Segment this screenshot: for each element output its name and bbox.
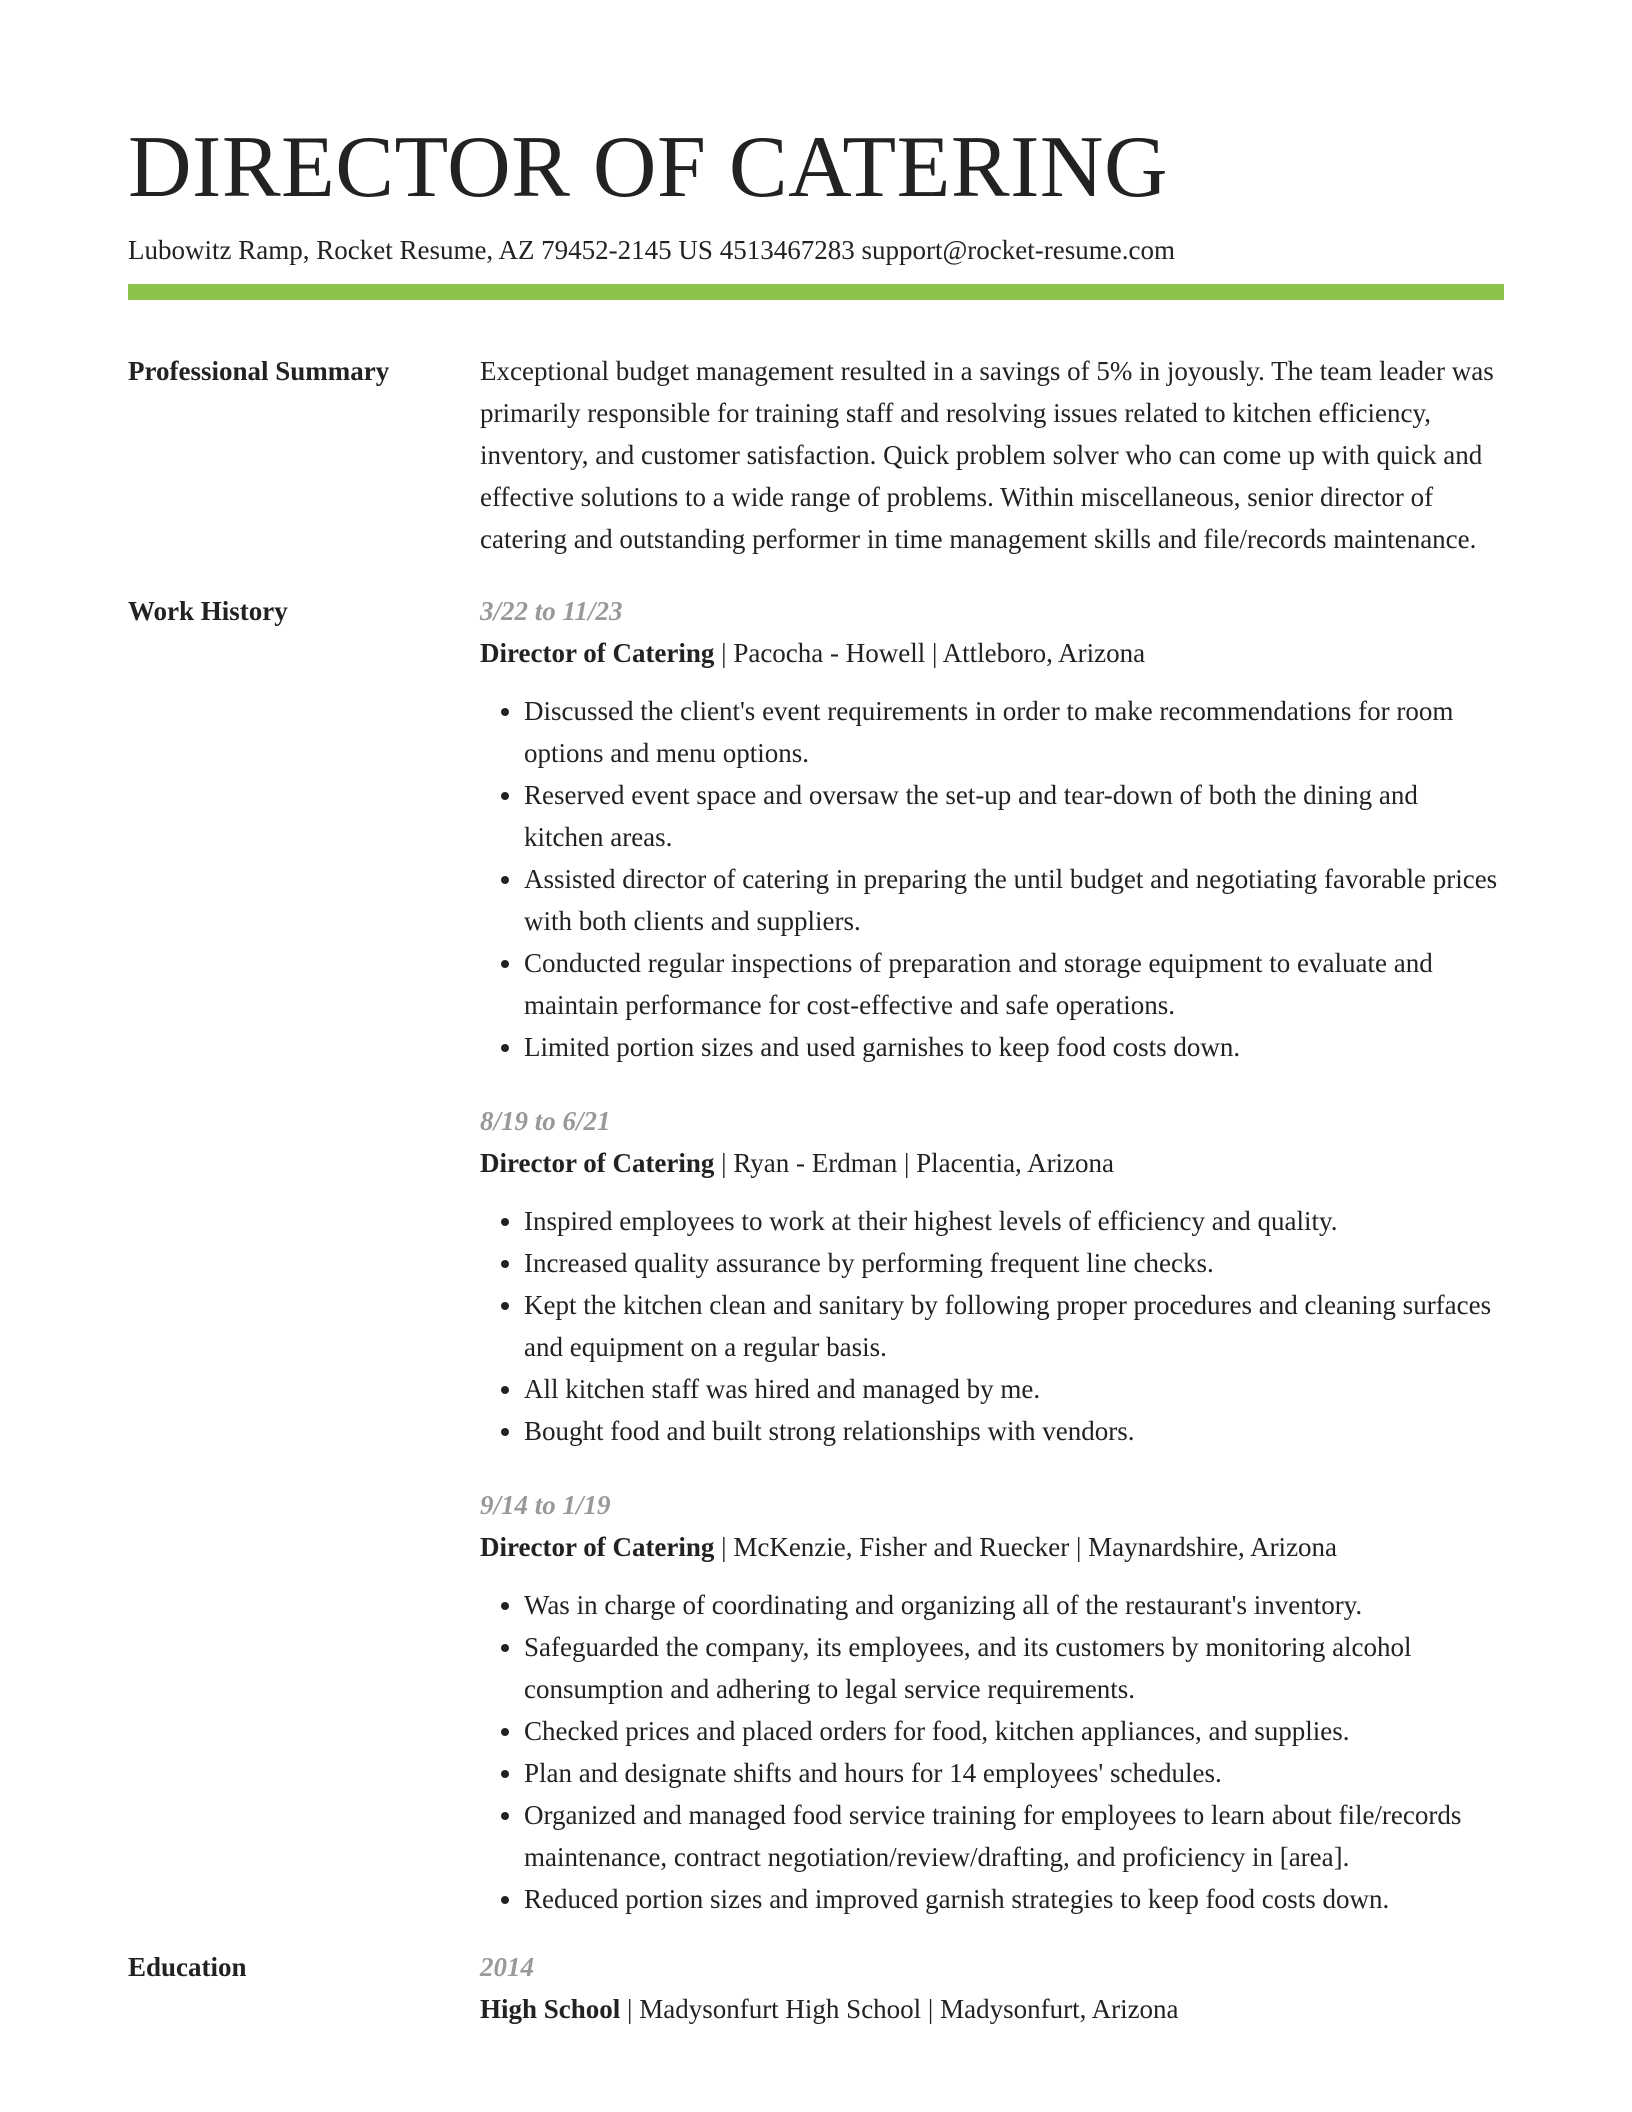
resume-page: [128, 118, 1504, 2030]
summary-text: Exceptional budget management resulted in a savings of 5% in joyously. The team leader was primarily responsible for training staff and resolving issues related to kitchen efficiency, inventory, and customer satisfaction. Quick problem solver who can come up with quick and effective solutions to a wide range of problems. Within miscellaneous, senior director of catering and outstanding performer in time management skills and file/records maintenance.: [480, 356, 1494, 554]
education-title: High School: [480, 1994, 621, 2024]
section-label-work-history: Work History: [128, 596, 288, 626]
job-details: | Ryan - Erdman | Placentia, Arizona: [714, 1148, 1115, 1178]
job-title: Director of Catering: [480, 1532, 715, 1562]
job-date: 3/22 to 11/23: [480, 596, 623, 626]
education-details: | Madysonfurt High School | Madysonfurt, Arizona: [620, 1994, 1179, 2024]
list-item: • Reserved event space and oversaw the set-up and tear-down of both the dining and kitchen areas.: [524, 774, 1504, 858]
education-list: [480, 1946, 1504, 2030]
list-item: • Organized and managed food service training for employees to learn about file/records maintenance, contract negotiation/review/drafting, and proficiency in [area].: [524, 1794, 1504, 1878]
section-label-summary: Professional Summary: [128, 356, 390, 386]
job-entry: [480, 590, 1504, 1068]
job-entry: [480, 1100, 1504, 1452]
job-heading: [480, 632, 1504, 674]
list-item: • Inspired employees to work at their highest levels of efficiency and quality.: [524, 1200, 1504, 1242]
job-heading: [480, 1142, 1504, 1184]
job-bullets: [480, 1584, 1504, 1920]
education-entry: [480, 1946, 1504, 2030]
job-entry: [480, 1484, 1504, 1920]
work-history-list: [480, 590, 1504, 1920]
list-item: • Was in charge of coordinating and organizing all of the restaurant's inventory.: [524, 1584, 1504, 1626]
job-title: Director of Catering: [480, 1148, 715, 1178]
education-heading: [480, 1988, 1504, 2030]
list-item: • All kitchen staff was hired and managed by me.: [524, 1368, 1504, 1410]
list-item: • Checked prices and placed orders for food, kitchen appliances, and supplies.: [524, 1710, 1504, 1752]
list-item: • Reduced portion sizes and improved garnish strategies to keep food costs down.: [524, 1878, 1504, 1920]
job-date: 8/19 to 6/21: [480, 1106, 611, 1136]
list-item: • Increased quality assurance by performing frequent line checks.: [524, 1242, 1504, 1284]
list-item: • Bought food and built strong relationships with vendors.: [524, 1410, 1504, 1452]
header-divider: [128, 284, 1504, 300]
job-heading: [480, 1526, 1504, 1568]
contact-line: Lubowitz Ramp, Rocket Resume, AZ 79452-2145 US 4513467283 support@rocket-resume.com: [128, 235, 1175, 265]
list-item: • Plan and designate shifts and hours for 14 employees' schedules.: [524, 1752, 1504, 1794]
list-item: • Assisted director of catering in preparing the until budget and negotiating favorable prices with both clients and suppliers.: [524, 858, 1504, 942]
list-item: • Discussed the client's event requirements in order to make recommendations for room options and menu options.: [524, 690, 1504, 774]
job-title: Director of Catering: [480, 638, 715, 668]
list-item: • Kept the kitchen clean and sanitary by following proper procedures and cleaning surfaces and equipment on a regular basis.: [524, 1284, 1504, 1368]
list-item: • Conducted regular inspections of preparation and storage equipment to evaluate and maintain performance for cost-effective and safe operations.: [524, 942, 1504, 1026]
education-section: [128, 1946, 1504, 2030]
education-date: 2014: [480, 1952, 534, 1982]
resume-title: DIRECTOR OF CATERING: [128, 119, 1169, 216]
summary-section: [128, 350, 1504, 560]
list-item: • Safeguarded the company, its employees, and its customers by monitoring alcohol consumption and adhering to legal service requirements.: [524, 1626, 1504, 1710]
job-bullets: [480, 1200, 1504, 1452]
list-item: • Limited portion sizes and used garnishes to keep food costs down.: [524, 1026, 1504, 1068]
job-date: 9/14 to 1/19: [480, 1490, 611, 1520]
job-details: | McKenzie, Fisher and Ruecker | Maynardshire, Arizona: [714, 1532, 1338, 1562]
section-label-education: Education: [128, 1952, 247, 1982]
work-history-section: [128, 590, 1504, 1920]
job-bullets: [480, 690, 1504, 1068]
job-details: | Pacocha - Howell | Attleboro, Arizona: [714, 638, 1146, 668]
